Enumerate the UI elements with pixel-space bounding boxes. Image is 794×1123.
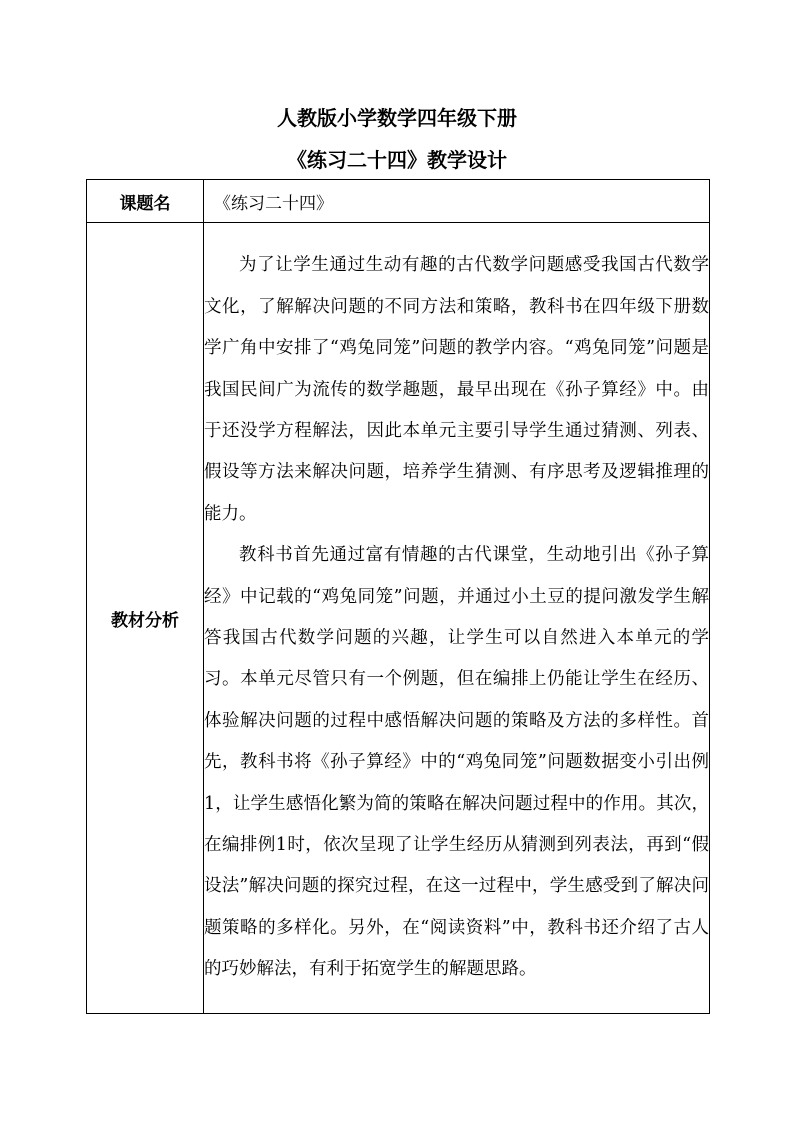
topic-value: 《练习二十四》 [204, 180, 710, 223]
document-title: 人教版小学数学四年级下册 [277, 106, 517, 130]
analysis-content [204, 223, 710, 1014]
table-row-topic [87, 180, 710, 223]
analysis-paragraph-2: 教科书首先通过富有情趣的古代课堂，生动地引出《孙子算经》中记载的“鸡兔同笼”问题，并通过小土豆的提问激发学生解答我国古代数学问题的兴趣，让学生可以自然进入本单元的学习。本单元尽管只有一个例题，但在编排上仍能让学生在经历、体验解决问题的过程中感悟解决问题的策略及方法的多样性。首先，教科书将《孙子算经》中的“鸡兔同笼”问题数据变小引出例1，让学生感悟化繁为简的策略在解决问题过程中的作用。其次，在编排例1时，依次呈现了让学生经历从猜测到列表法，再到“假设法”解决问题的探究过程，在这一过程中，学生感受到了解决问题策略的多样化。另外，在“阅读资料”中，教科书还介绍了古人的巧妙解法，有利于拓宽学生的解题思路。 [204, 545, 709, 980]
table-row-analysis [87, 223, 710, 1014]
analysis-paragraph-1: 为了让学生通过生动有趣的古代数学问题感受我国古代数学文化，了解解决问题的不同方法和策略，教科书在四年级下册数学广角中安排了“鸡兔同笼”问题的教学内容。“鸡兔同笼”问题是我国民间广为流传的数学趣题，最早出现在《孙子算经》中。由于还没学方程解法，因此本单元主要引导学生通过猜测、列表、假设等方法来解决问题，培养学生猜测、有序思考及逻辑推理的能力。 [204, 255, 709, 524]
analysis-label: 教材分析 [87, 223, 204, 1014]
document-subtitle: 《练习二十四》教学设计 [287, 148, 507, 172]
lesson-design-table [86, 179, 710, 1014]
topic-label: 课题名 [87, 180, 204, 223]
